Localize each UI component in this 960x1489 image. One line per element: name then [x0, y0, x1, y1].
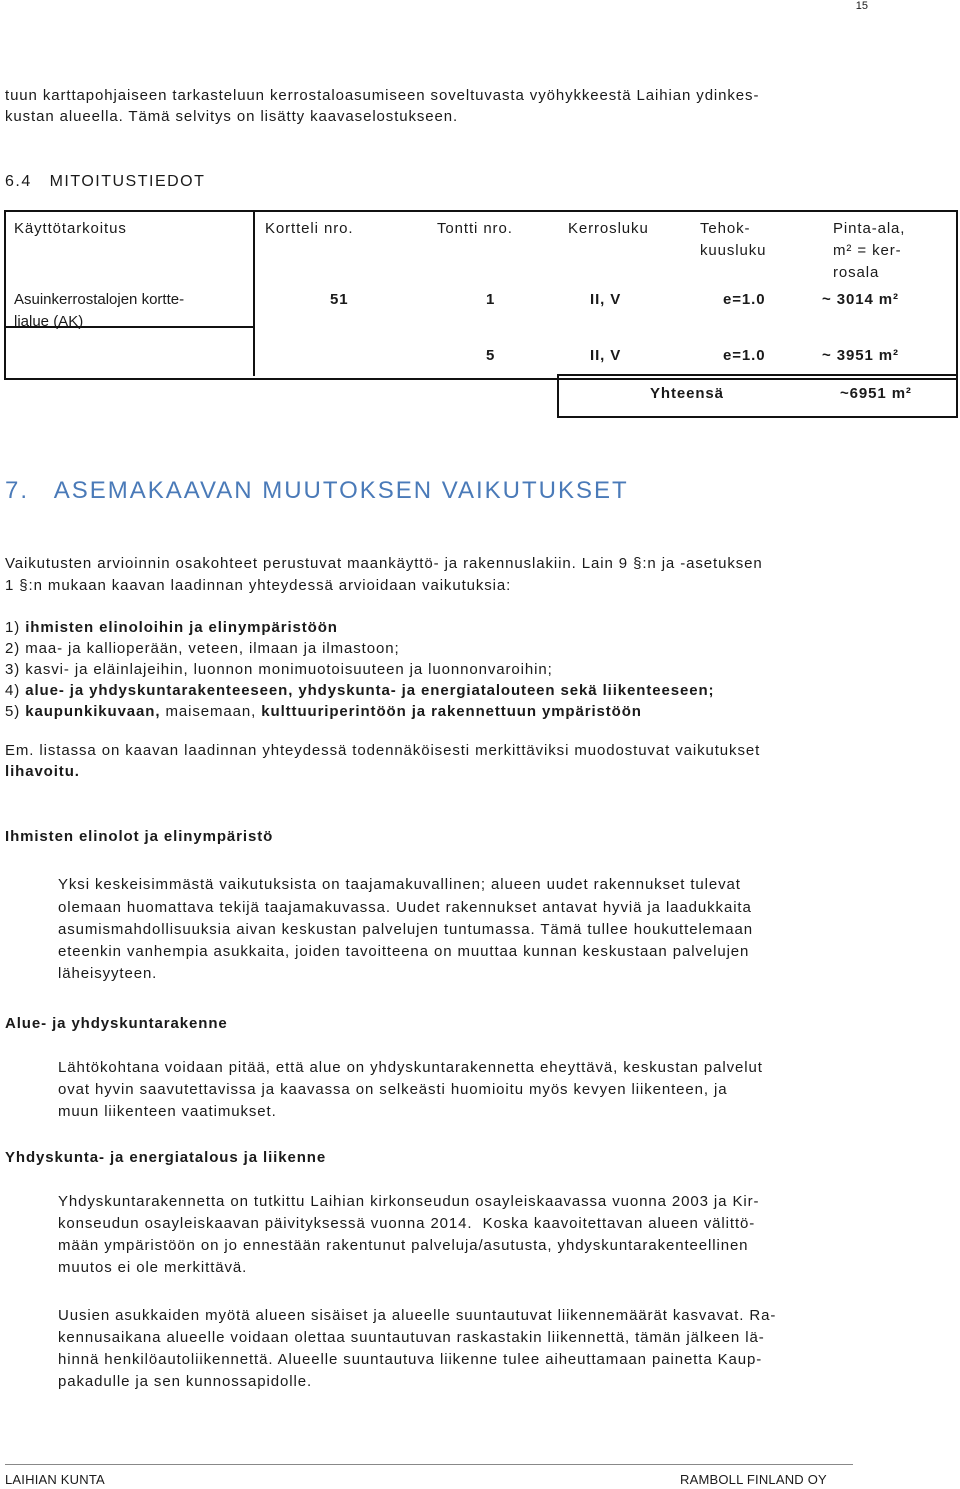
impact-list-item-1 [5, 617, 338, 639]
sub2-line-2: ovat hyvin saavutettavissa ja kaavassa on selkeästi huomioitu myös kevyen liikenteen, ja [58, 1081, 728, 1098]
impact-list-item-2: 2) maa- ja kallioperään, veteen, ilmaan ja ilmastoon; [5, 640, 400, 657]
impact-item-5-text-b: kulttuuriperintöön ja rakennettuun ympäristöön [261, 703, 642, 720]
impact-list-item-5 [5, 701, 642, 723]
subheading-alue-ja-yhdyskuntarakenne: Alue- ja yhdyskuntarakenne [5, 1015, 228, 1032]
note-line-1: Em. listassa on kaavan laadinnan yhteydessä todennäköisesti merkittäviksi muodostuvat vaikutukset [5, 742, 761, 759]
note-line-2: lihavoitu. [5, 763, 80, 780]
impact-item-5-text-a: kaupunkikuvaan, [25, 703, 161, 720]
sub3-p1-line-1: Yhdyskuntarakennetta on tutkittu Laihian kirkonseudun osayleiskaavassa vuonna 2003 ja Kir- [58, 1193, 760, 1210]
subheading-yhdyskunta-ja-energiatalous: Yhdyskunta- ja energiatalous ja liikenne [5, 1149, 327, 1166]
impact-item-5-number: 5) [5, 703, 26, 720]
footer-left: LAIHIAN KUNTA [5, 1472, 105, 1487]
header-kerrosluku: Kerrosluku [568, 220, 649, 237]
sub3-p2-line-1: Uusien asukkaiden myötä alueen sisäiset ja alueelle suuntautuvat liikennemäärät kasvavat. Ra- [58, 1307, 777, 1324]
sub2-line-1: Lähtökohtana voidaan pitää, että alue on yhdyskuntarakennetta eheyttävä, keskustan palvelut [58, 1059, 763, 1076]
row1-kerrosluku: II, V [590, 291, 622, 308]
total-value: ~6951 m² [840, 385, 912, 402]
impact-item-1-text: ihmisten elinoloihin ja elinympäristöön [25, 619, 338, 636]
sub3-p1-line-2: konseudun osayleiskaavan päivityksessä vuonna 2014. Koska kaavoitettavan alueen välittö- [58, 1215, 756, 1232]
row1-use-line-2: lialue (AK) [14, 313, 84, 330]
row1-kortteli: 51 [330, 291, 349, 308]
sub1-line-4: eteenkin vanhempia asukkaita, joiden tavoitteena on muuttaa kunnan keskustaan palvelujen [58, 943, 750, 960]
impact-item-1-number: 1) [5, 619, 26, 636]
sub2-line-3: muun liikenteen vaatimukset. [58, 1103, 277, 1120]
row2-tehokkuus: e=1.0 [723, 347, 766, 364]
sub3-p1-line-4: muutos ei ole merkittävä. [58, 1259, 248, 1276]
header-pinta-ala-2: m² = ker- [833, 242, 902, 259]
header-tehokkuus-1: Tehok- [700, 220, 751, 237]
sub3-p1-line-3: mään ympäristöön on jo ennestään rakentunut palveluja/asutusta, yhdyskuntarakenteellinen [58, 1237, 749, 1254]
footer-right: RAMBOLL FINLAND OY [680, 1472, 827, 1487]
header-pinta-ala-3: rosala [833, 264, 880, 281]
sub1-line-3: asumismahdollisuuksia aivan keskustan palvelujen tuntumassa. Tämä tullee houkuttelemaan [58, 921, 754, 938]
impact-item-4-number: 4) [5, 682, 26, 699]
row1-use-line-1: Asuinkerrostalojen kortte- [14, 291, 185, 308]
sub1-line-1: Yksi keskeisimmästä vaikutuksista on taajamakuvallinen; alueen uudet rakennukset tulevat [58, 876, 741, 893]
row2-divider [253, 326, 255, 376]
subheading-ihmisten-elinolot: Ihmisten elinolot ja elinympäristö [5, 828, 274, 845]
impact-item-5-text-mid: maisemaan, [160, 703, 262, 720]
row1-tehokkuus: e=1.0 [723, 291, 766, 308]
section-7-intro-2: 1 §:n mukaan kaavan laadinnan yhteydessä arvioidaan vaikutuksia: [5, 577, 512, 594]
header-pinta-ala-1: Pinta-ala, [833, 220, 906, 237]
header-tehokkuus-2: kuusluku [700, 242, 767, 259]
footer-divider [5, 1464, 853, 1465]
intro-line-2: kustan alueella. Tämä selvitys on lisätty kaavaselostukseen. [5, 108, 459, 125]
section-7-heading: 7. ASEMAKAAVAN MUUTOKSEN VAIKUTUKSET [5, 477, 629, 504]
column-divider [253, 210, 255, 326]
row2-pinta-ala: ~ 3951 m² [822, 347, 899, 364]
impact-item-4-text: alue- ja yhdyskuntarakenteeseen, yhdyskunta- ja energiatalouteen sekä liikenteeseen; [25, 682, 715, 699]
header-kortteli: Kortteli nro. [265, 220, 354, 237]
impact-list-item-4 [5, 680, 714, 702]
sub3-p2-line-3: hinnä henkilöautoliikennettä. Alueelle suuntautuva liikenne tulee aiheuttamaan painetta Kaup- [58, 1351, 763, 1368]
page-number: 15 [855, 0, 868, 12]
row1-tontti: 1 [486, 291, 496, 308]
header-kayttotarkoitus: Käyttötarkoitus [14, 220, 127, 237]
intro-line-1: tuun karttapohjaiseen tarkasteluun kerrostaloasumiseen soveltuvasta vyöhykkeestä Laihian ydinkes- [5, 87, 760, 104]
row2-kerrosluku: II, V [590, 347, 622, 364]
total-label: Yhteensä [650, 385, 724, 402]
row1-pinta-ala: ~ 3014 m² [822, 291, 899, 308]
sub1-line-2: olemaan huomattava tekijä taajamakuvassa. Uudet rakennukset antavat hyviä ja laadukkaita [58, 899, 752, 916]
section-7-intro-1: Vaikutusten arvioinnin osakohteet perustuvat maankäyttö- ja rakennuslakiin. Lain 9 §:n ja -asetuksen [5, 555, 763, 572]
section-6-4-heading: 6.4 MITOITUSTIEDOT [5, 173, 206, 190]
impact-list-item-3: 3) kasvi- ja eläinlajeihin, luonnon monimuotoisuuteen ja luonnonvaroihin; [5, 661, 553, 678]
sub1-line-5: läheisyyteen. [58, 965, 158, 982]
header-tontti: Tontti nro. [437, 220, 513, 237]
sub3-p2-line-4: pakadulle ja sen kunnossapidolle. [58, 1373, 313, 1390]
sub3-p2-line-2: kennusaikana alueelle voidaan olettaa suuntautuvan raskastakin liikennettä, tämän jälkeen lä- [58, 1329, 765, 1346]
row2-tontti: 5 [486, 347, 496, 364]
